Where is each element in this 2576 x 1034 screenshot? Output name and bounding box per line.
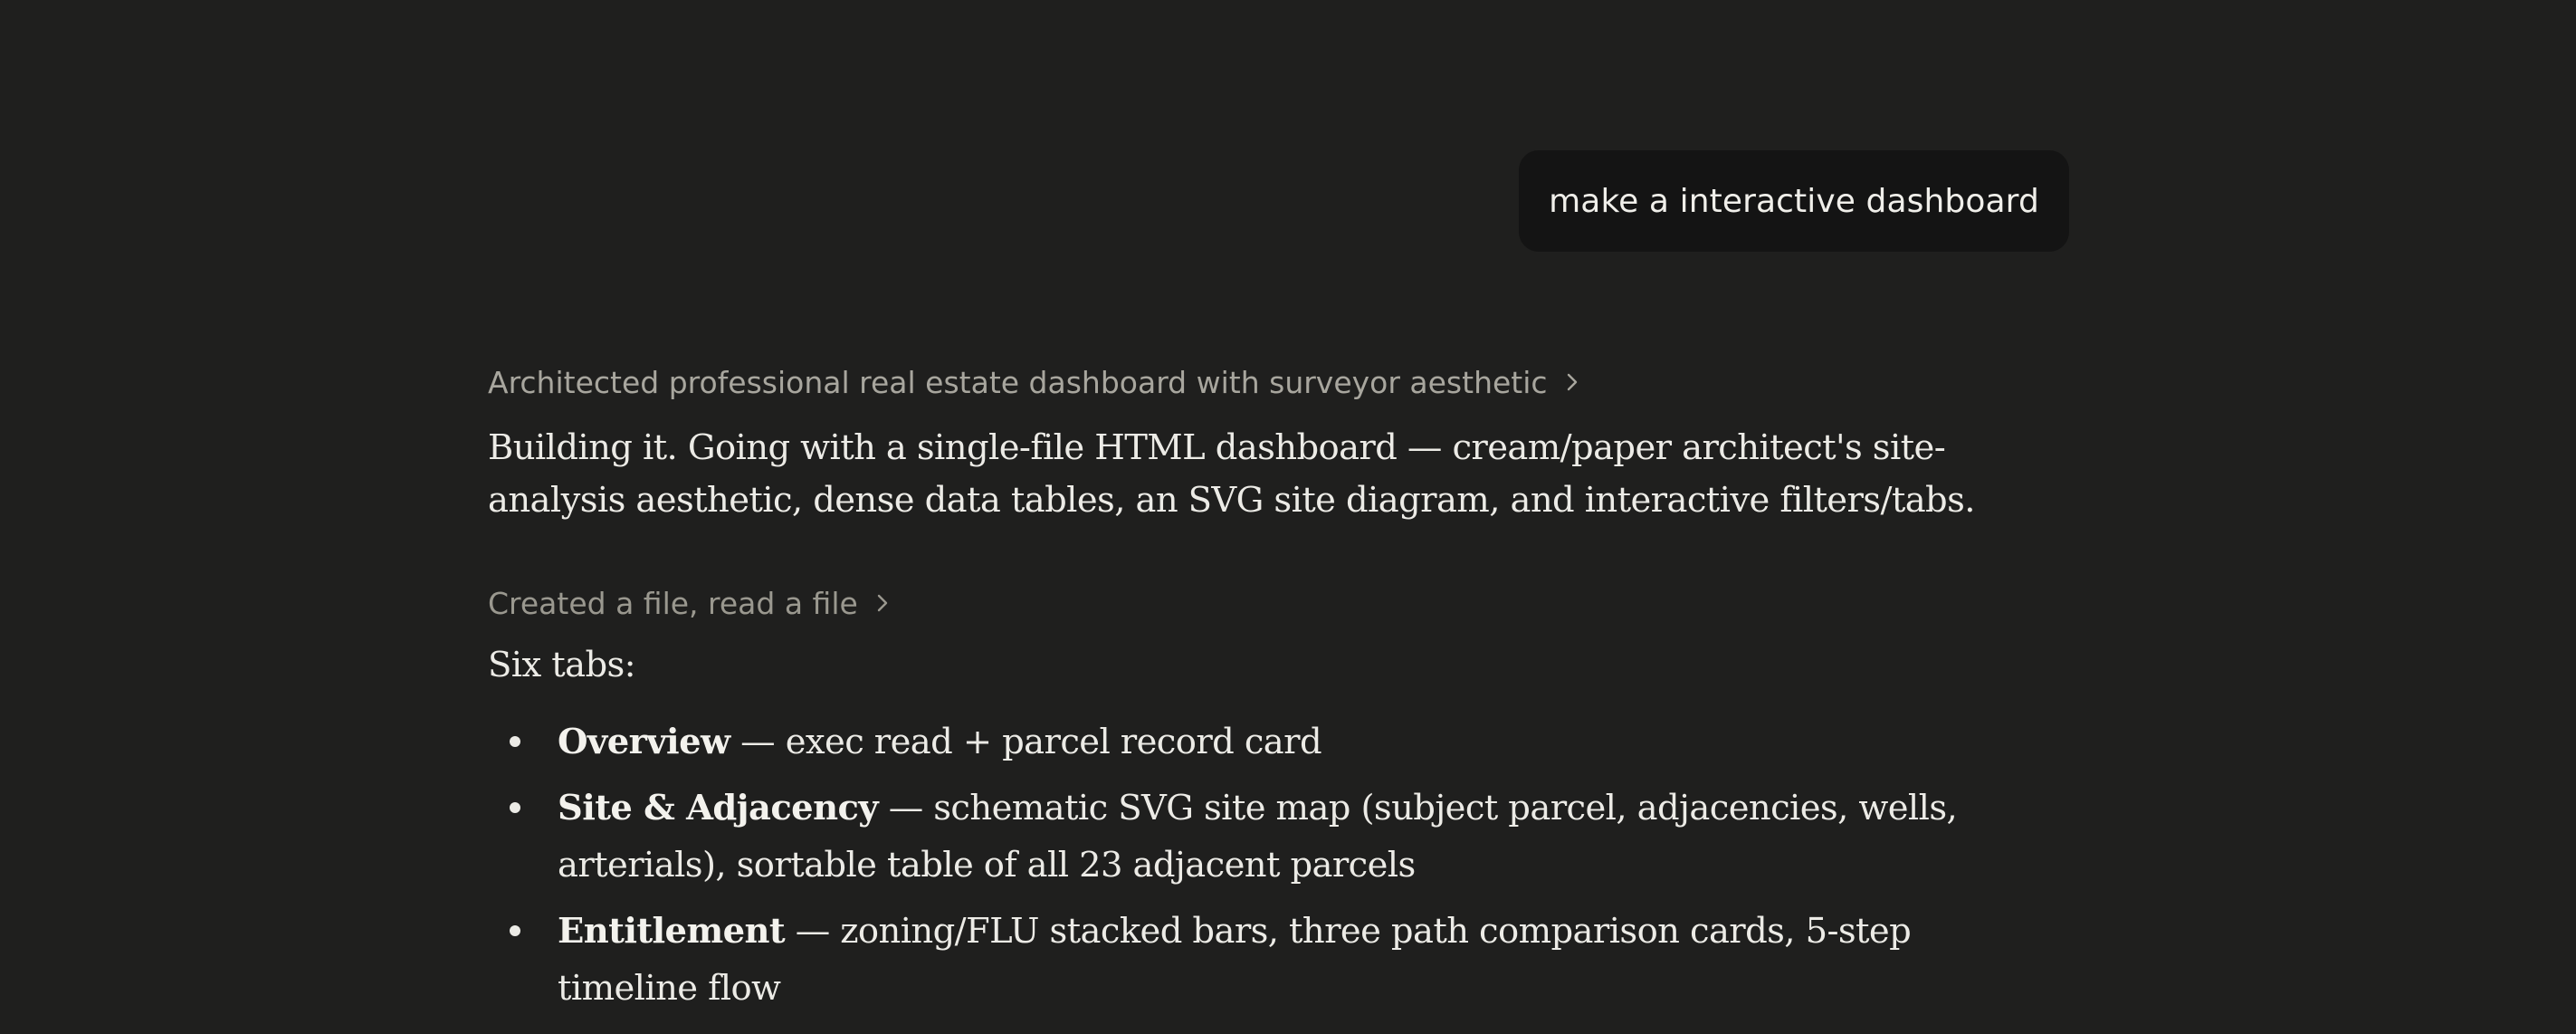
chevron-right-icon [1560,370,1584,394]
tabs-intro: Six tabs: [488,645,636,685]
tabs-list [488,713,1999,1017]
tool-summary-toggle[interactable] [488,579,2072,627]
tool-summary-label: Created a file, read a file [488,585,858,621]
user-message-bubble [1519,150,2069,252]
bullet-dot [510,925,520,936]
bullet-dot [510,736,520,747]
tab-description: — exec read + parcel record card [730,722,1321,762]
assistant-response [488,359,2072,1026]
intro-paragraph: Building it. Going with a single-file HTML dashboard — cream/paper architect's site-analysis aesthetic, dense data tables, an SVG site diagram, and interactive filters/tabs. [488,427,1975,521]
thinking-summary-toggle[interactable] [488,359,2072,406]
chevron-right-icon [871,591,894,615]
thinking-summary-label: Architected professional real estate dashboard with surveyor aesthetic [488,364,1548,400]
bullet-dot [510,802,520,813]
tab-description: — zoning/FLU stacked bars, three path comparison cards, 5-step timeline flow [558,911,1912,1009]
tab-name: Site & Adjacency [558,788,879,828]
tab-name: Entitlement [558,911,786,952]
tab-description: — schematic SVG site map (subject parcel, adjacencies, wells, arterials), sortable table of all 23 adjacent parcels [558,788,1958,886]
list-item [488,713,1999,771]
user-message-text: make a interactive dashboard [1549,182,2039,220]
list-item [488,903,1999,1017]
tab-name: Overview [558,722,730,762]
list-item [488,780,1999,894]
